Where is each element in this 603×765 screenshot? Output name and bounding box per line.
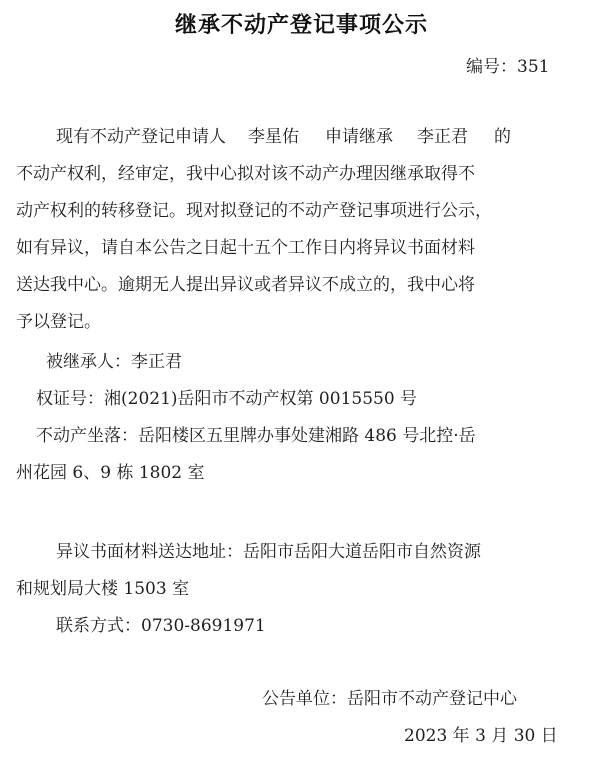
- paragraph-line-1: [56, 122, 511, 147]
- applicant-name: 李星佑: [248, 127, 299, 147]
- paragraph-line-6: 予以登记。: [16, 312, 101, 332]
- paragraph-line-4: 如有异议，请自本公告之日起十五个工作日内将异议书面材料: [16, 238, 475, 258]
- apply-inherit-text: 申请继承: [325, 127, 393, 147]
- heir-line: 被继承人：李正君: [46, 352, 182, 372]
- notice-date: 2023 年 3 月 30 日: [404, 726, 558, 746]
- objection-address-line-2: 和规划局大楼 1503 室: [16, 579, 190, 599]
- contact-line: 联系方式：0730-8691971: [56, 616, 266, 636]
- paragraph-line-5: 送达我中心。逾期无人提出异议或者异议不成立的，我中心将: [16, 275, 475, 295]
- objection-address-line-1: 异议书面材料送达地址：岳阳市岳阳大道岳阳市自然资源: [56, 542, 481, 562]
- property-location-line-1: 不动产坐落：岳阳楼区五里牌办事处建湘路 486 号北控·岳: [36, 426, 476, 446]
- paragraph-line-2: 不动产权利，经审定，我中心拟对该不动产办理因继承取得不: [16, 164, 475, 184]
- applicant-lead: 现有不动产登记申请人: [56, 127, 226, 147]
- property-location-line-2: 州花园 6、9 栋 1802 室: [16, 463, 205, 483]
- paragraph-line-3: 动产权利的转移登记。现对拟登记的不动产登记事项进行公示，: [16, 201, 492, 221]
- notice-title: 继承不动产登记事项公示: [174, 13, 428, 38]
- notice-number: 编号：351: [466, 57, 550, 77]
- paragraph-line-1-tail: 的: [494, 127, 511, 147]
- issuing-unit: 公告单位：岳阳市不动产登记中心: [262, 689, 517, 709]
- certificate-line: 权证号：湘(2021)岳阳市不动产权第 0015550 号: [36, 389, 418, 409]
- deceased-name: 李正君: [417, 127, 468, 147]
